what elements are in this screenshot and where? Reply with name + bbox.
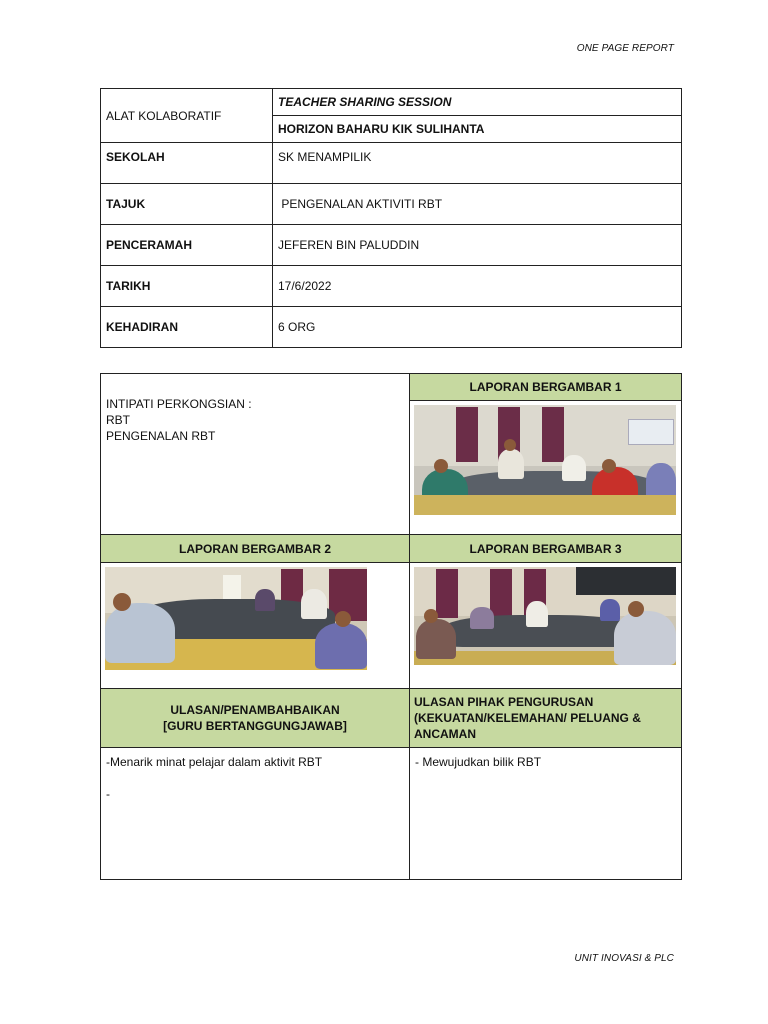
page-header: ONE PAGE REPORT — [576, 43, 674, 54]
alat-label: ALAT KOLABORATIF — [101, 89, 273, 143]
laporan-2-photo-cell — [101, 563, 410, 689]
laporan-1-photo-cell — [410, 401, 682, 535]
ulasan-pengurusan-sub-1: (KEKUATAN/KELEMAHAN/ PELUANG & — [414, 711, 641, 725]
ulasan-pengurusan-title: ULASAN PIHAK PENGURUSAN — [414, 695, 594, 709]
ulasan-guru-title: ULASAN/PENAMBAHBAIKAN — [170, 703, 340, 717]
sekolah-value: SK MENAMPILIK — [273, 143, 682, 184]
alat-value-1: TEACHER SHARING SESSION — [273, 89, 682, 116]
ulasan-guru-header — [101, 689, 410, 748]
kehadiran-label: KEHADIRAN — [101, 307, 273, 348]
photo-meeting-2 — [105, 567, 367, 670]
sekolah-label: SEKOLAH — [101, 143, 273, 184]
ulasan-pengurusan-header — [410, 689, 682, 748]
intipati-line-2: PENGENALAN RBT — [106, 429, 216, 443]
tajuk-label: TAJUK — [101, 184, 273, 225]
penceramah-value: JEFEREN BIN PALUDDIN — [273, 225, 682, 266]
intipati-title: INTIPATI PERKONGSIAN : — [106, 397, 252, 411]
pengurusan-comments-cell — [410, 748, 682, 880]
ulasan-pengurusan-sub-2: ANCAMAN — [414, 727, 476, 741]
info-table — [100, 88, 682, 348]
intipati-line-1: RBT — [106, 413, 130, 427]
tajuk-value: PENGENALAN AKTIVITI RBT — [273, 184, 682, 225]
laporan-3-header: LAPORAN BERGAMBAR 3 — [410, 535, 682, 563]
guru-comments-cell — [101, 748, 410, 880]
penceramah-label: PENCERAMAH — [101, 225, 273, 266]
pengurusan-comment-1: - Mewujudkan bilik RBT — [415, 755, 542, 769]
laporan-3-photo-cell — [410, 563, 682, 689]
alat-value-2: HORIZON BAHARU KIK SULIHANTA — [273, 116, 682, 143]
tarikh-label: TARIKH — [101, 266, 273, 307]
laporan-2-header: LAPORAN BERGAMBAR 2 — [101, 535, 410, 563]
ulasan-guru-subtitle: [GURU BERTANGGUNGJAWAB] — [163, 719, 347, 733]
guru-comment-2: - — [106, 787, 110, 801]
intipati-cell — [101, 374, 410, 535]
report-table — [100, 373, 682, 880]
photo-meeting-3 — [414, 567, 676, 665]
page-footer: UNIT INOVASI & PLC — [574, 953, 674, 964]
kehadiran-value: 6 ORG — [273, 307, 682, 348]
photo-meeting-1 — [414, 405, 676, 515]
tarikh-value: 17/6/2022 — [273, 266, 682, 307]
laporan-1-header: LAPORAN BERGAMBAR 1 — [410, 374, 682, 401]
guru-comment-1: -Menarik minat pelajar dalam aktivit RBT — [106, 755, 323, 769]
